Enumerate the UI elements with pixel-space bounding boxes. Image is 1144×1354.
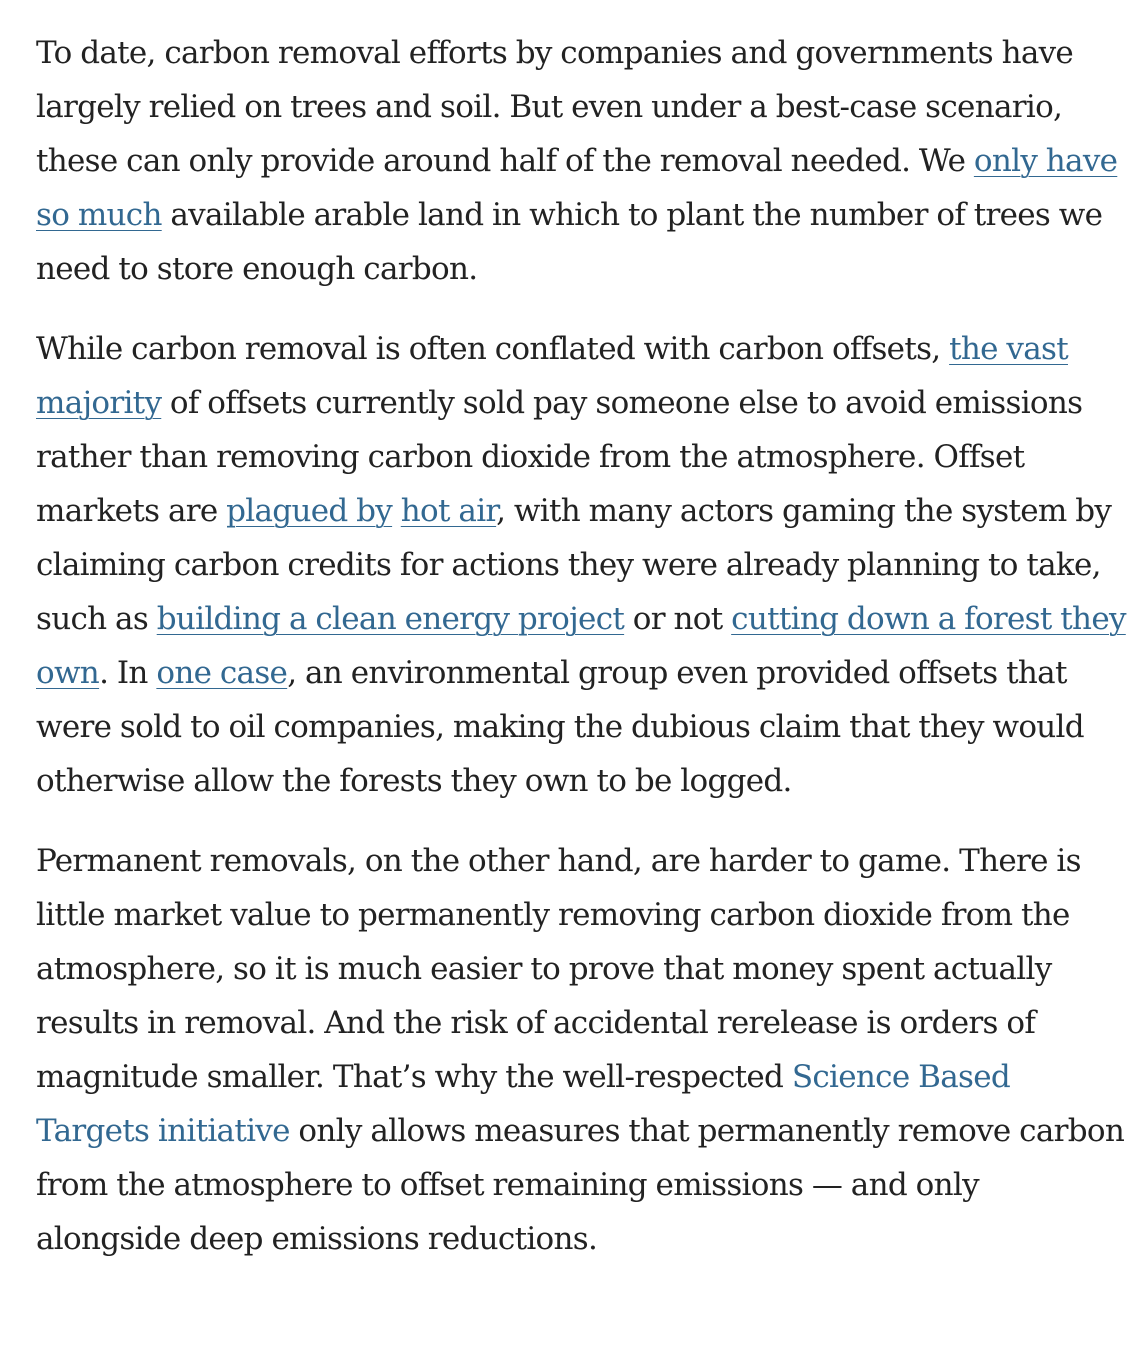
text-segment: , with many actors gaming the system by claiming carbon credits for actions they were already planning to take, such as (36, 493, 1112, 637)
text-segment: To date, carbon removal efforts by companies and governments have largely relied on trees and soil. But even under a best-case scenario, these can only provide around half of the removal needed. We (36, 35, 1074, 179)
link-building-a-clean-energy-project[interactable]: building a clean energy project (156, 601, 625, 637)
text-segment: or not (624, 601, 732, 637)
text-segment (392, 493, 401, 529)
paragraph-permanent-removals (36, 834, 1126, 1266)
text-segment: Permanent removals, on the other hand, are harder to game. There is little market value to permanently removing carbon dioxide from the atmosphere, so it is much easier to prove that money spent actually results in removal. And the risk of accidental rerelease is orders of magnitude smaller. That’s why the well-respected (36, 843, 1081, 1095)
paragraph-carbon-offsets (36, 322, 1126, 808)
text-segment: While carbon removal is often conflated with carbon offsets, (36, 331, 950, 367)
link-only-have-so-much[interactable]: only have so much (36, 143, 1118, 233)
article-body (36, 26, 1126, 1292)
link-the-vast-majority[interactable]: the vast majority (36, 331, 1068, 421)
text-segment: . In (99, 655, 157, 691)
link-plagued-by[interactable]: plagued by (226, 493, 393, 529)
link-hot-air[interactable]: hot air (400, 493, 497, 529)
link-science-based-targets-initiative[interactable]: Science Based Targets initiative (36, 1059, 1011, 1149)
text-segment: available arable land in which to plant the number of trees we need to store enough carbon. (36, 197, 1103, 287)
link-cutting-down-a-forest-they-own[interactable]: cutting down a forest they own (36, 601, 1126, 691)
paragraph-trees-and-soil (36, 26, 1126, 296)
link-one-case[interactable]: one case (156, 655, 288, 691)
text-segment: only allows measures that permanently remove carbon from the atmosphere to offset remaining emissions — and only alongside deep emissions reductions. (36, 1113, 1125, 1257)
text-segment: of offsets currently sold pay someone else to avoid emissions rather than removing carbon dioxide from the atmosphere. Offset markets are (36, 385, 1083, 529)
text-segment: , an environmental group even provided offsets that were sold to oil companies, making the dubious claim that they would otherwise allow the forests they own to be logged. (36, 655, 1084, 799)
